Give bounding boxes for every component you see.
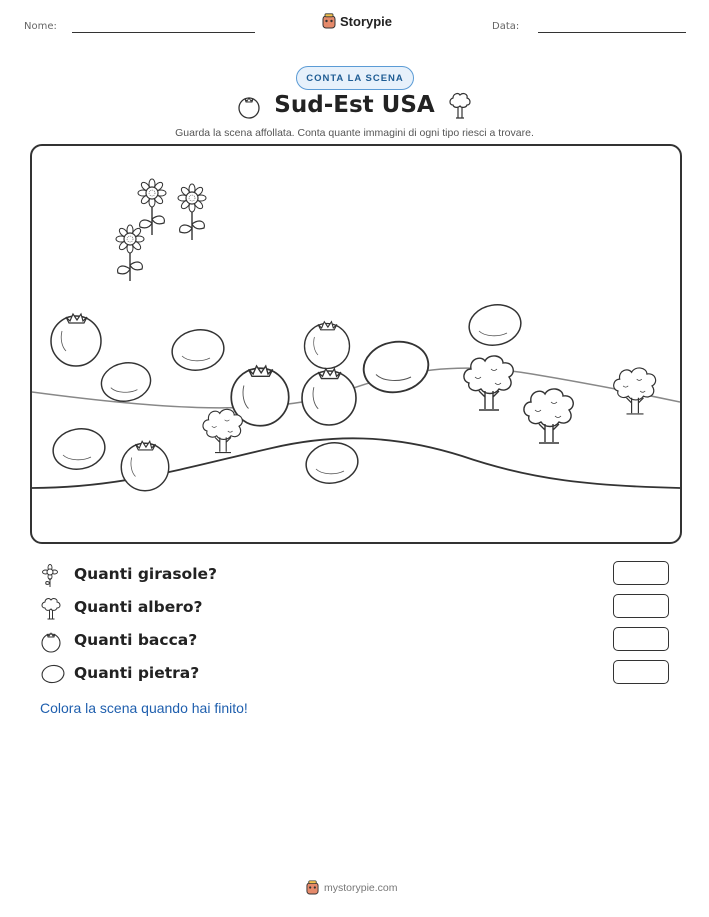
answer-box-sunflower[interactable] bbox=[613, 561, 669, 585]
sunflower bbox=[138, 179, 166, 235]
berry bbox=[121, 441, 169, 490]
tree bbox=[614, 368, 656, 414]
tree-icon bbox=[447, 91, 473, 121]
storypie-logo-icon bbox=[306, 880, 319, 895]
question-text: Quanti bacca? bbox=[74, 631, 198, 649]
berry bbox=[51, 314, 101, 366]
question-text: Quanti albero? bbox=[74, 598, 203, 616]
question-text: Quanti pietra? bbox=[74, 664, 200, 682]
berry bbox=[302, 369, 356, 425]
footer bbox=[306, 880, 398, 895]
berry bbox=[305, 322, 350, 369]
sunflower bbox=[116, 225, 144, 281]
stone bbox=[466, 301, 524, 349]
date-line[interactable] bbox=[538, 32, 686, 33]
page-title: Sud-Est USA bbox=[274, 92, 435, 118]
name-label: Nome: bbox=[24, 21, 57, 32]
answer-box-tree[interactable] bbox=[613, 594, 669, 618]
question-row-tree bbox=[40, 596, 670, 622]
berry-icon bbox=[40, 630, 62, 654]
stone bbox=[50, 425, 108, 473]
name-line[interactable] bbox=[72, 32, 255, 33]
counting-scene bbox=[30, 144, 682, 544]
stone bbox=[98, 359, 153, 405]
tree bbox=[203, 409, 242, 452]
stone bbox=[303, 439, 361, 487]
activity-badge: CONTA LA SCENA bbox=[296, 66, 414, 90]
brand bbox=[322, 13, 392, 29]
stone bbox=[360, 337, 433, 398]
question-text: Quanti girasole? bbox=[74, 565, 218, 583]
question-row-berry bbox=[40, 629, 670, 655]
brand-name: Storypie bbox=[340, 13, 393, 29]
tree bbox=[464, 356, 513, 410]
tree bbox=[524, 389, 573, 443]
color-instruction: Colora la scena quando hai finito! bbox=[40, 700, 248, 716]
instructions: Guarda la scena affollata. Conta quante immagini di ogni tipo riesci a trovare. bbox=[175, 127, 534, 139]
stone bbox=[169, 326, 227, 374]
footer-url[interactable]: mystorypie.com bbox=[324, 881, 398, 894]
question-row-sunflower bbox=[40, 563, 670, 589]
scene-drawing bbox=[32, 146, 680, 542]
question-row-stone bbox=[40, 662, 670, 688]
answer-box-berry[interactable] bbox=[613, 627, 669, 651]
sunflower-icon bbox=[40, 564, 60, 588]
answer-box-stone[interactable] bbox=[613, 660, 669, 684]
tree-icon bbox=[40, 597, 62, 621]
sunflower bbox=[178, 184, 206, 240]
date-label: Data: bbox=[492, 21, 520, 32]
storypie-logo-icon bbox=[322, 13, 336, 29]
stone-icon bbox=[40, 663, 66, 685]
